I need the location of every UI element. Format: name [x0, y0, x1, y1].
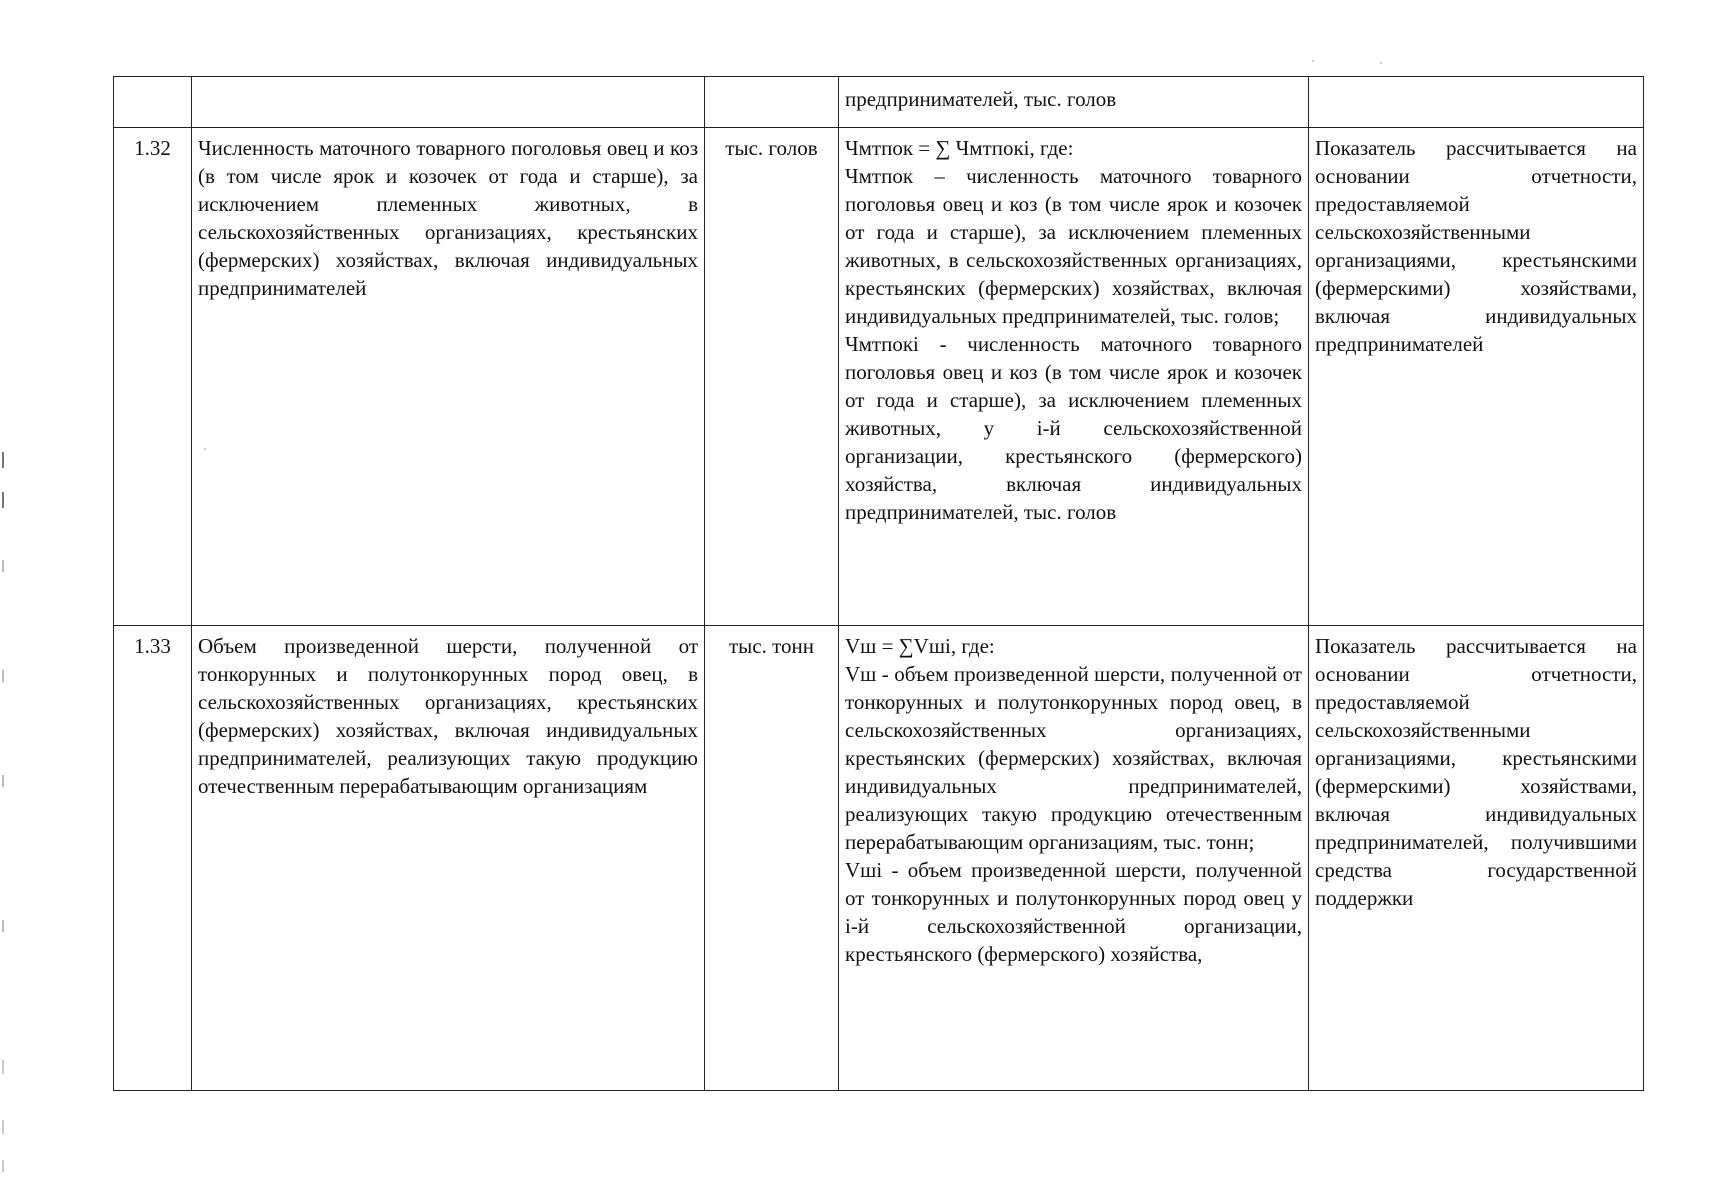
cell-number-empty	[114, 77, 192, 128]
scan-speck	[1380, 62, 1382, 64]
calculation-method: Показатель рассчитывается на основании отчетности, предоставляемой сельскохозяйственными организациями, крестьянскими (фермерскими) хозяйствами, включая индивидуальных предпринимателей, получившими средства государственной поддержки	[1309, 626, 1644, 1091]
cell-unit-empty	[705, 77, 839, 128]
scan-margin-mark	[2, 1120, 4, 1134]
scan-speck	[1312, 60, 1314, 62]
formula-definition-total: Vш - объем произведенной шерсти, полученной от тонкорунных и полутонкорунных пород овец, в сельскохозяйственных организациях, крестьянских (фермерских) хозяйствах, включая индивидуальных предпринимателей, реализующих такую продукцию отечественным перерабатывающим организациям, тыс. тонн;	[845, 662, 1302, 854]
scan-margin-mark	[2, 452, 4, 468]
indicator-name: Численность маточного товарного поголовья овец и коз (в том числе ярок и козочек от года и старше), за исключением племенных животных, в сельскохозяйственных организациях, крестьянских (фермерских) хозяйствах, включая индивидуальных предпринимателей	[192, 128, 705, 626]
scan-margin-mark	[2, 1160, 4, 1172]
scan-margin-mark	[2, 775, 4, 787]
scan-margin-mark	[2, 920, 4, 932]
scan-margin-mark	[2, 492, 4, 508]
table-row-continuation	[114, 77, 1644, 128]
row-number: 1.33	[114, 626, 192, 1091]
calculation-formula	[839, 626, 1309, 1091]
calculation-method: Показатель рассчитывается на основании отчетности, предоставляемой сельскохозяйственными организациями, крестьянскими (фермерскими) хозяйствами, включая индивидуальных предпринимателей	[1309, 128, 1644, 626]
formula-expression: Чмтпок = ∑ Чмтпокi, где:	[845, 136, 1074, 160]
table-row	[114, 128, 1644, 626]
formula-expression: Vш = ∑Vшi, где:	[845, 634, 995, 658]
indicator-name: Объем произведенной шерсти, полученной от тонкорунных и полутонкорунных пород овец, в сельскохозяйственных организациях, крестьянских (фермерских) хозяйствах, включая индивидуальных предпринимателей, реализующих такую продукцию отечественным перерабатывающим организациям	[192, 626, 705, 1091]
formula-definition-total: Чмтпок – численность маточного товарного поголовья овец и коз (в том числе ярок и козочек от года и старше), за исключением племенных животных, в сельскохозяйственных организациях, крестьянских (фермерских) хозяйствах, включая индивидуальных предпринимателей, тыс. голов;	[845, 164, 1302, 328]
unit-of-measure: тыс. голов	[705, 128, 839, 626]
row-number: 1.32	[114, 128, 192, 626]
table-row	[114, 626, 1644, 1091]
cell-formula-tail: предпринимателей, тыс. голов	[839, 77, 1309, 128]
scan-margin-mark	[2, 1060, 4, 1074]
scan-margin-mark	[2, 670, 4, 682]
scan-speck	[204, 448, 206, 450]
cell-method-empty	[1309, 77, 1644, 128]
indicators-table	[113, 76, 1644, 1091]
cell-name-empty	[192, 77, 705, 128]
calculation-formula	[839, 128, 1309, 626]
formula-definition-item: Vшi - объем произведенной шерсти, полученной от тонкорунных и полутонкорунных пород овец у i-й сельскохозяйственной организации, крестьянского (фермерского) хозяйства,	[845, 858, 1302, 966]
scan-margin-mark	[2, 560, 4, 572]
formula-definition-item: Чмтпокi - численность маточного товарного поголовья овец и коз (в том числе ярок и козочек от года и старше), за исключением племенных животных, у i-й сельскохозяйственной организации, крестьянского (фермерского) хозяйства, включая индивидуальных предпринимателей, тыс. голов	[845, 332, 1302, 524]
unit-of-measure: тыс. тонн	[705, 626, 839, 1091]
